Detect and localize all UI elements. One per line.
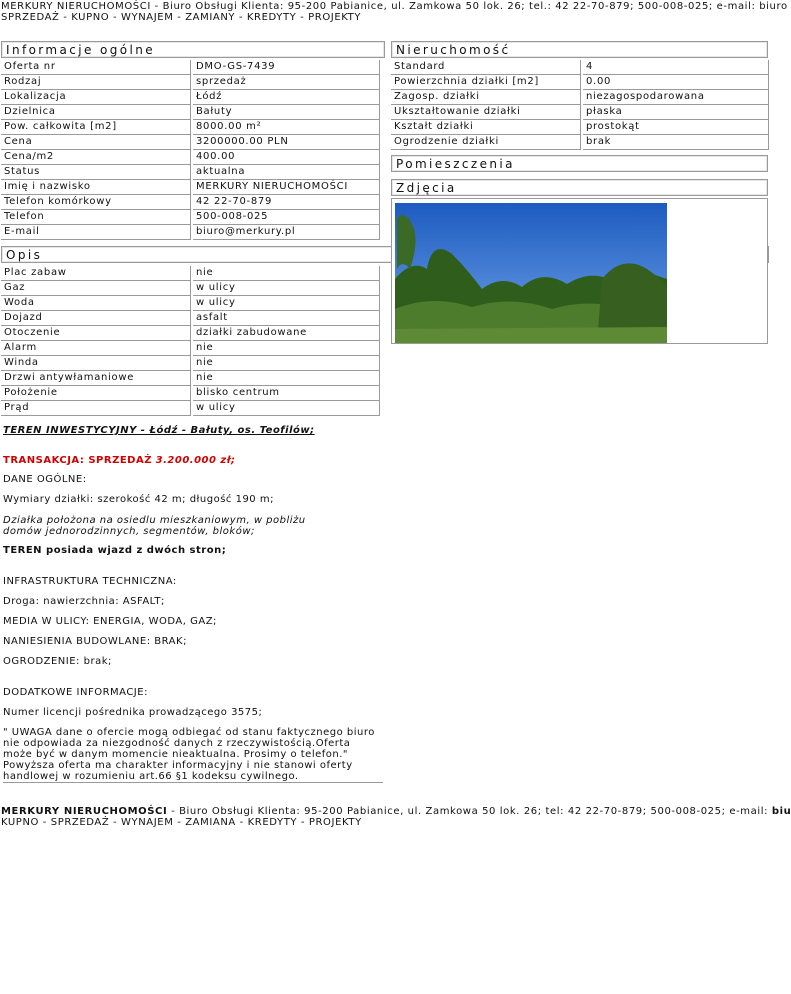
footer-services-line: KUPNO - SPRZEDAŻ - WYNAJEM - ZAMIANA - KREDYTY - PROJEKTY — [1, 817, 362, 828]
header-contact-line: MERKURY NIERUCHOMOŚCI - Biuro Obsługi Klienta: 95-200 Pabianice, ul. Zamkowa 50 lok. 26; tel.: 42 22-70-879; 500-008-025; e-mail: biuro — [1, 1, 788, 12]
general-value: 8000.00 m² — [193, 120, 380, 135]
feature-label: Otoczenie — [1, 326, 191, 341]
property-value: prostokąt — [583, 120, 769, 135]
property-value: 4 — [583, 60, 769, 75]
encumbrances-text: NANIESIENIA BUDOWLANE: BRAK; — [3, 636, 187, 647]
feature-value: nie — [193, 266, 380, 281]
general-label: Cena — [1, 135, 191, 150]
general-value: 400.00 — [193, 150, 380, 165]
feature-label: Alarm — [1, 341, 191, 356]
feature-label: Drzwi antywłamaniowe — [1, 371, 191, 386]
access-note: TEREN posiada wjazd z dwóch stron; — [3, 545, 227, 556]
footer-contact-line — [1, 806, 791, 817]
feature-label: Prąd — [1, 401, 191, 416]
location-note: Działka położona na osiedlu mieszkaniowym, w pobliżu domów jednorodzinnych, segmentów, bloków; — [3, 515, 306, 537]
header-services-line: SPRZEDAŻ - KUPNO - WYNAJEM - ZAMIANY - KREDYTY - PROJEKTY — [1, 12, 362, 23]
feature-value: asfalt — [193, 311, 380, 326]
feature-label: Dojazd — [1, 311, 191, 326]
feature-value: w ulicy — [193, 296, 380, 311]
feature-value: w ulicy — [193, 281, 380, 296]
license-text: Numer licencji pośrednika prowadzącego 3575; — [3, 707, 263, 718]
property-value: brak — [583, 135, 769, 150]
section-general-header — [1, 41, 385, 58]
general-label: Lokalizacja — [1, 90, 191, 105]
additional-heading: DODATKOWE INFORMACJE: — [3, 687, 148, 698]
property-value: 0.00 — [583, 75, 769, 90]
property-label: Kształt działki — [391, 120, 581, 135]
footer-brand: MERKURY NIERUCHOMOŚCI — [1, 806, 168, 817]
photo-frame — [391, 198, 768, 344]
road-text: Droga: nawierzchnia: ASFALT; — [3, 596, 165, 607]
offer-headline: TEREN INWESTYCYJNY - Łódź - Bałuty, os. Teofilów; — [3, 425, 315, 436]
general-label: Rodzaj — [1, 75, 191, 90]
disclaimer-text: " UWAGA dane o ofercie mogą odbiegać od stanu faktycznego biuro nie odpowiada za niezgodność danych z rzeczywistością.Oferta może być w danym momencie nieaktualna. Prosimy o telefon." Powyższa oferta ma charakter informacyjny i nie stanowi oferty handlowej w rozumieniu art.66 §1 kodeksu cywilnego. — [3, 727, 375, 782]
general-value: 42 22-70-879 — [193, 195, 380, 210]
section-property-title: Nieruchomość — [396, 43, 511, 57]
infrastructure-heading: INFRASTRUKTURA TECHNICZNA: — [3, 576, 177, 587]
general-label: Cena/m2 — [1, 150, 191, 165]
section-rooms-title: Pomieszczenia — [396, 157, 515, 171]
section-description-title: Opis — [6, 248, 43, 262]
property-label: Zagosp. działki — [391, 90, 581, 105]
property-label: Ukształtowanie działki — [391, 105, 581, 120]
general-label: Oferta nr — [1, 60, 191, 75]
general-value: 3200000.00 PLN — [193, 135, 380, 150]
section-property-header — [391, 41, 768, 58]
feature-value: blisko centrum — [193, 386, 380, 401]
feature-value: w ulicy — [193, 401, 380, 416]
feature-value: nie — [193, 341, 380, 356]
general-label: Status — [1, 165, 191, 180]
general-label: Telefon komórkowy — [1, 195, 191, 210]
feature-label: Winda — [1, 356, 191, 371]
general-value: aktualna — [193, 165, 380, 180]
general-label: Pow. całkowita [m2] — [1, 120, 191, 135]
general-data-heading: DANE OGÓLNE: — [3, 474, 87, 485]
transaction-price: 3.200.000 zł; — [155, 455, 236, 466]
general-label: Imię i nazwisko — [1, 180, 191, 195]
section-photos-title: Zdjęcia — [396, 181, 457, 195]
general-value: Łódź — [193, 90, 380, 105]
section-general-title: Informacje ogólne — [6, 43, 156, 57]
general-label: E-mail — [1, 225, 191, 240]
feature-value: działki zabudowane — [193, 326, 380, 341]
feature-value: nie — [193, 356, 380, 371]
property-value: niezagospodarowana — [583, 90, 769, 105]
feature-label: Plac zabaw — [1, 266, 191, 281]
property-label: Powierzchnia działki [m2] — [391, 75, 581, 90]
description-text — [3, 425, 383, 783]
general-value: MERKURY NIERUCHOMOŚCI — [193, 180, 380, 195]
section-photos-header — [391, 179, 768, 196]
section-rooms-header — [391, 155, 768, 172]
general-value: 500-008-025 — [193, 210, 380, 225]
general-value: sprzedaż — [193, 75, 380, 90]
footer-contact-text: - Biuro Obsługi Klienta: 95-200 Pabianice, ul. Zamkowa 50 lok. 26; tel: 42 22-70-879; 500-008-025; e-mail: — [167, 806, 772, 817]
general-value: DMO-GS-7439 — [193, 60, 380, 75]
property-photo[interactable] — [392, 199, 769, 345]
feature-label: Gaz — [1, 281, 191, 296]
general-label: Dzielnica — [1, 105, 191, 120]
feature-value: nie — [193, 371, 380, 386]
footer-email[interactable]: biu — [771, 806, 791, 817]
feature-label: Woda — [1, 296, 191, 311]
general-label: Telefon — [1, 210, 191, 225]
property-value: płaska — [583, 105, 769, 120]
general-value: Bałuty — [193, 105, 380, 120]
property-label: Ogrodzenie działki — [391, 135, 581, 150]
property-label: Standard — [391, 60, 581, 75]
transaction-label: TRANSAKCJA: SPRZEDAŻ — [3, 455, 152, 466]
general-value: biuro@merkury.pl — [193, 225, 380, 240]
fencing-text: OGRODZENIE: brak; — [3, 656, 112, 667]
feature-label: Położenie — [1, 386, 191, 401]
media-text: MEDIA W ULICY: ENERGIA, WODA, GAZ; — [3, 616, 217, 627]
dimensions-text: Wymiary działki: szerokość 42 m; długość 190 m; — [3, 494, 274, 505]
